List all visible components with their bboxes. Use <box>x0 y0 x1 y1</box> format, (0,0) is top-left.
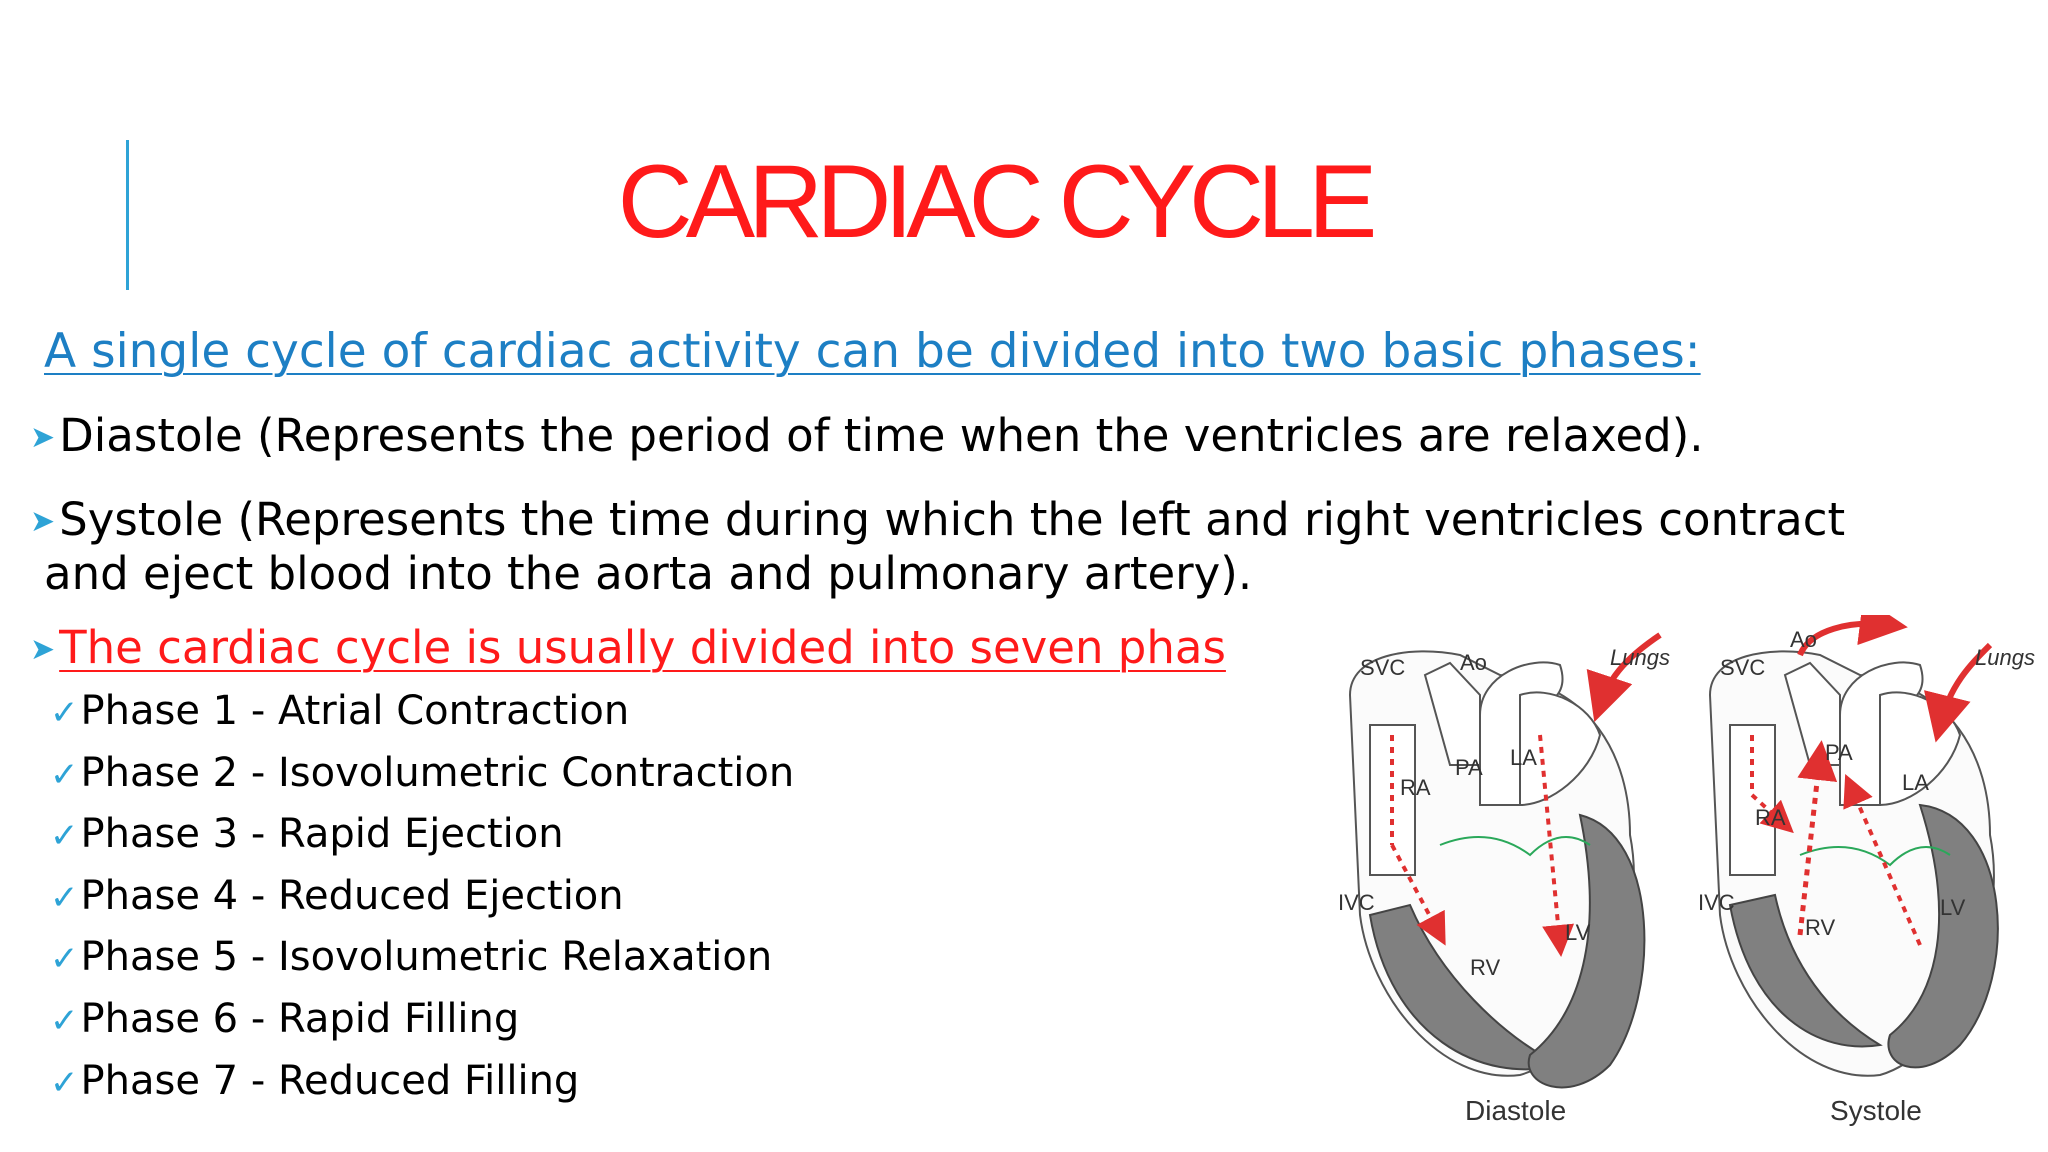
label-lungs: Lungs <box>1610 645 1670 670</box>
label-ra: RA <box>1755 805 1786 830</box>
checkmark-icon: ✓ <box>50 754 79 795</box>
label-la: LA <box>1510 745 1537 770</box>
label-ivc: IVC <box>1338 890 1375 915</box>
phase-text: Phase 5 - Isovolumetric Relaxation <box>80 934 773 981</box>
phase-item <box>50 744 794 806</box>
caption-systole: Systole <box>1830 1095 1922 1126</box>
label-svc: SVC <box>1360 655 1406 680</box>
checkmark-icon: ✓ <box>50 816 79 857</box>
phase-item <box>50 805 794 867</box>
label-svc: SVC <box>1720 655 1766 680</box>
phase-item <box>50 1052 794 1114</box>
heart-diagram <box>1330 615 2048 1152</box>
bullet-diastole <box>30 410 1704 464</box>
bullet-text: The cardiac cycle is usually divided into seven phas <box>59 621 1226 674</box>
phase-item <box>50 682 794 744</box>
label-lv: LV <box>1565 920 1591 945</box>
intro-text: A single cycle of cardiac activity can be divided into two basic phases: <box>44 324 1701 379</box>
phase-list <box>50 682 794 1113</box>
checkmark-icon: ✓ <box>50 939 79 980</box>
slide-title: CARDIAC CYCLE <box>617 144 1371 260</box>
label-ivc: IVC <box>1698 890 1735 915</box>
bullet-systole <box>30 494 1845 600</box>
label-rv: RV <box>1805 915 1836 940</box>
label-ra: RA <box>1400 775 1431 800</box>
checkmark-icon: ✓ <box>50 1062 79 1103</box>
label-pa: PA <box>1455 755 1483 780</box>
arrowhead-bullet-icon: ➤ <box>30 420 56 455</box>
caption-diastole: Diastole <box>1465 1095 1567 1126</box>
label-lv: LV <box>1940 895 1966 920</box>
phase-text: Phase 4 - Reduced Ejection <box>80 872 624 919</box>
checkmark-icon: ✓ <box>50 693 79 733</box>
bullet-text: Systole (Represents the time during which the left and right ventricles contract <box>59 493 1846 546</box>
checkmark-icon: ✓ <box>50 1000 79 1041</box>
bullet-seven-phases <box>30 622 1226 676</box>
label-pa: PA <box>1825 740 1853 765</box>
label-la: LA <box>1902 770 1929 795</box>
phase-text: Phase 1 - Atrial Contraction <box>80 688 630 734</box>
label-ao: Ao <box>1790 627 1817 652</box>
phase-text: Phase 7 - Reduced Filling <box>80 1057 580 1104</box>
checkmark-icon: ✓ <box>50 877 79 918</box>
phase-item <box>50 990 794 1052</box>
label-lungs: Lungs <box>1975 645 2035 670</box>
label-rv: RV <box>1470 955 1501 980</box>
phase-item <box>50 928 794 990</box>
bullet-text: Diastole (Represents the period of time when the ventricles are relaxed). <box>59 409 1704 462</box>
phase-text: Phase 2 - Isovolumetric Contraction <box>80 749 795 796</box>
arrowhead-bullet-icon: ➤ <box>30 504 56 539</box>
phase-item <box>50 867 794 929</box>
bullet-text-continued: and eject blood into the aorta and pulmonary artery). <box>44 547 1253 600</box>
label-ao: Ao <box>1460 650 1487 675</box>
phase-text: Phase 6 - Rapid Filling <box>80 995 520 1042</box>
phase-text: Phase 3 - Rapid Ejection <box>80 811 564 858</box>
arrowhead-bullet-icon: ➤ <box>30 632 56 667</box>
